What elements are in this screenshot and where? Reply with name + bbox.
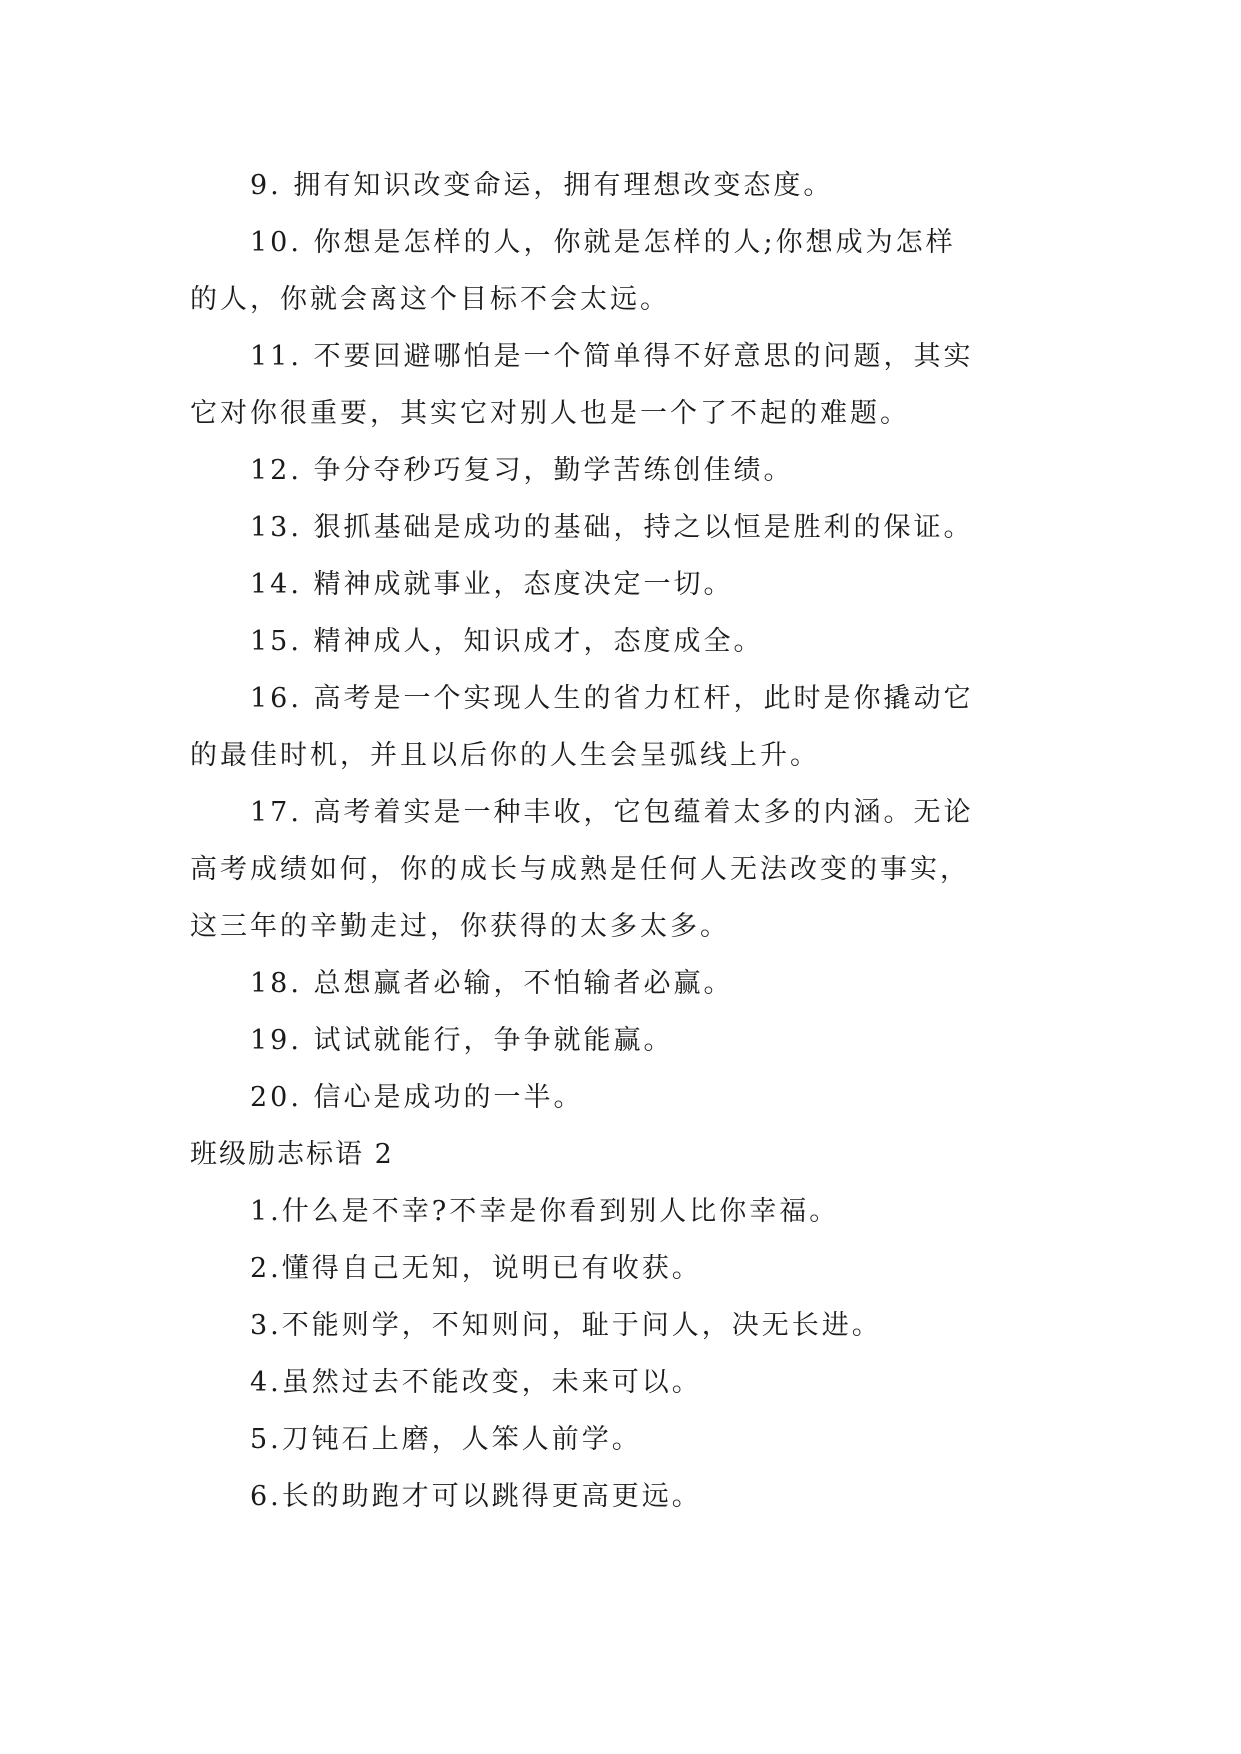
list-item-4: 4.虽然过去不能改变，未来可以。: [250, 1367, 702, 1398]
section-heading: 班级励志标语 2: [190, 1139, 394, 1170]
list-item-16-cont: 的最佳时机，并且以后你的人生会呈弧线上升。: [190, 740, 820, 771]
list-item-11: 11. 不要回避哪怕是一个简单得不好意思的问题，其实: [250, 341, 974, 372]
list-item-12: 12. 争分夺秒巧复习，勤学苦练创佳绩。: [250, 455, 794, 486]
list-item-17-cont-2: 这三年的辛勤走过，你获得的太多太多。: [190, 911, 730, 942]
list-item-15: 15. 精神成人，知识成才，态度成全。: [250, 626, 764, 657]
list-item-13: 13. 狠抓基础是成功的基础，持之以恒是胜利的保证。: [250, 512, 974, 543]
list-item-14: 14. 精神成就事业，态度决定一切。: [250, 569, 734, 600]
list-item-18: 18. 总想赢者必输，不怕输者必赢。: [250, 968, 734, 999]
list-item-10-cont: 的人，你就会离这个目标不会太远。: [190, 284, 670, 315]
list-item-16: 16. 高考是一个实现人生的省力杠杆，此时是你撬动它: [250, 683, 974, 714]
list-item-19: 19. 试试就能行，争争就能赢。: [250, 1025, 674, 1056]
list-item-5: 5.刀钝石上磨，人笨人前学。: [250, 1424, 642, 1455]
list-item-17: 17. 高考着实是一种丰收，它包蕴着太多的内涵。无论: [250, 797, 974, 828]
list-item-10: 10. 你想是怎样的人，你就是怎样的人;你想成为怎样: [250, 227, 956, 258]
list-item-20: 20. 信心是成功的一半。: [250, 1082, 584, 1113]
list-item-6: 6.长的助跑才可以跳得更高更远。: [250, 1481, 702, 1512]
list-item-11-cont: 它对你很重要，其实它对别人也是一个了不起的难题。: [190, 398, 910, 429]
list-item-17-cont-1: 高考成绩如何，你的成长与成熟是任何人无法改变的事实，: [190, 854, 970, 885]
list-item-3: 3.不能则学，不知则问，耻于问人，决无长进。: [250, 1310, 882, 1341]
list-item-1: 1.什么是不幸?不幸是你看到别人比你幸福。: [250, 1196, 840, 1227]
list-item-2: 2.懂得自己无知，说明已有收获。: [250, 1253, 702, 1284]
list-item-9: 9. 拥有知识改变命运，拥有理想改变态度。: [250, 170, 834, 201]
